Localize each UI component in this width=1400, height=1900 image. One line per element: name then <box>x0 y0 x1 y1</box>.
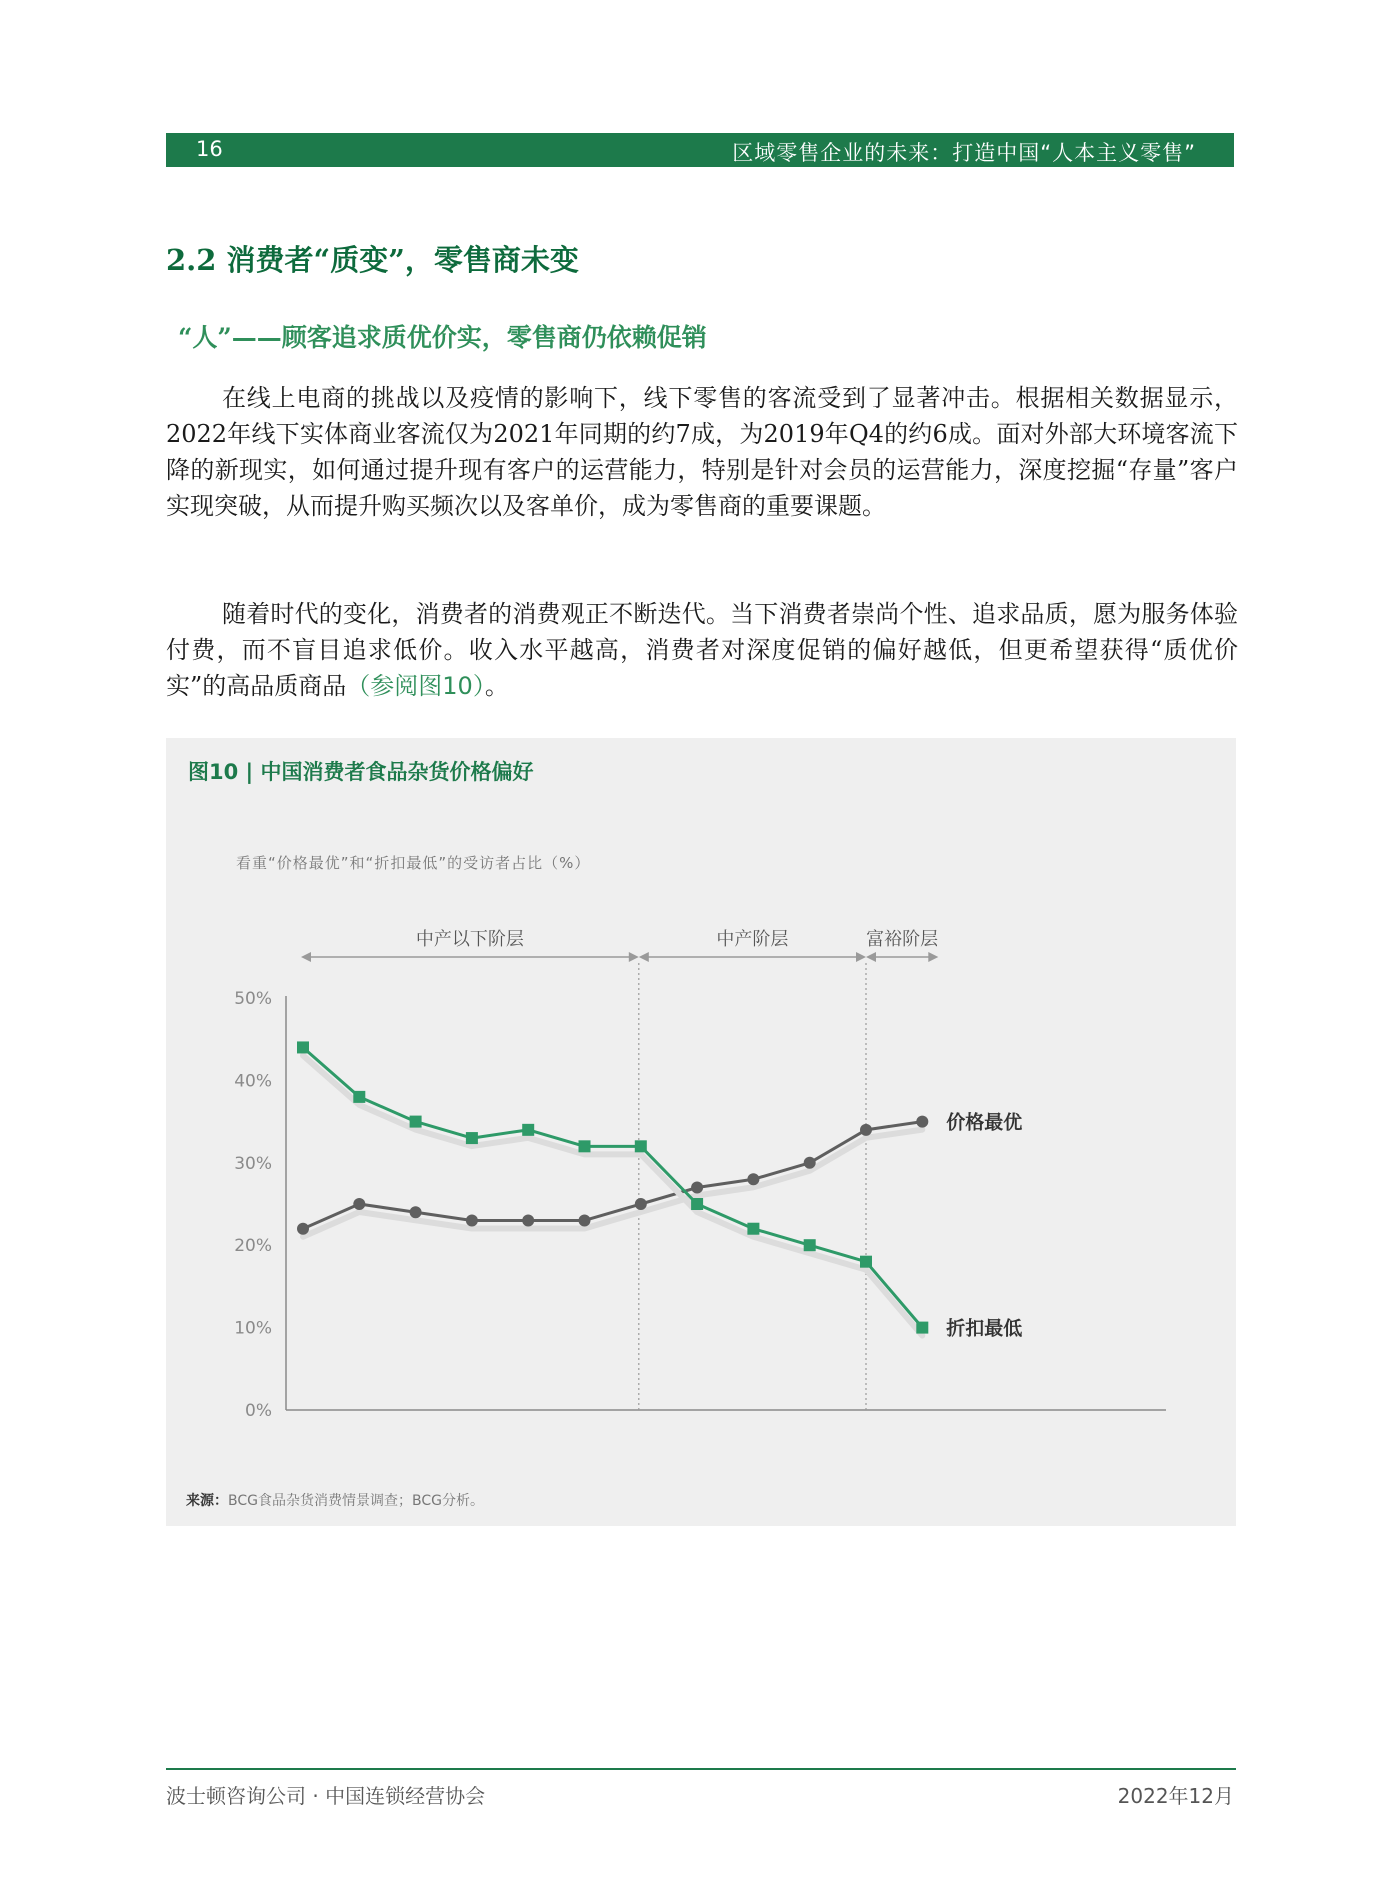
group-arrow-right <box>856 952 866 962</box>
y-tick-label: 30% <box>234 1153 272 1174</box>
data-point <box>916 1116 928 1128</box>
data-point <box>916 1322 928 1334</box>
data-point <box>297 1041 309 1053</box>
y-tick-label: 40% <box>234 1071 272 1092</box>
group-arrow-left <box>301 952 311 962</box>
data-point <box>691 1182 703 1194</box>
group-label: 中产以下阶层 <box>415 929 524 950</box>
figure-source <box>186 1490 484 1510</box>
group-label: 中产阶层 <box>716 929 789 950</box>
data-point <box>410 1206 422 1218</box>
data-point <box>804 1239 816 1251</box>
data-point <box>579 1214 591 1226</box>
data-point <box>691 1198 703 1210</box>
figure-reference-link[interactable]: （参阅图10） <box>346 672 485 700</box>
paragraph-2-text: 随着时代的变化，消费者的消费观正不断迭代。当下消费者崇尚个性、追求品质，愿为服务体验付费，而不盲目追求低价。收入水平越高，消费者对深度促销的偏好越低，但更希望获得“质优价实”的高品质商品 <box>166 600 1238 700</box>
data-point <box>860 1256 872 1268</box>
data-point <box>522 1214 534 1226</box>
line-chart <box>166 738 1236 1526</box>
data-point <box>635 1140 647 1152</box>
footer-divider <box>166 1768 1236 1770</box>
figure-subtitle: 看重“价格最优”和“折扣最低”的受访者占比（%） <box>236 854 591 872</box>
series-line <box>303 1122 922 1229</box>
series-label: 价格最优 <box>946 1111 1023 1134</box>
footer-date: 2022年12月 <box>1117 1784 1234 1808</box>
data-point <box>860 1124 872 1136</box>
section-heading: 2.2 消费者“质变”，零售商未变 <box>166 243 579 277</box>
paragraph-2-end: 。 <box>484 672 509 700</box>
series-line <box>303 1047 922 1327</box>
data-point <box>353 1198 365 1210</box>
series-label: 折扣最低 <box>946 1317 1023 1340</box>
series-shadow <box>303 1055 922 1335</box>
figure-title: 图10 | 中国消费者食品杂货价格偏好 <box>188 760 534 784</box>
group-arrow-right <box>629 952 639 962</box>
footer-publisher: 波士顿咨询公司 · 中国连锁经营协会 <box>166 1784 486 1808</box>
group-label: 富裕阶层 <box>866 929 939 950</box>
data-point <box>635 1198 647 1210</box>
data-point <box>297 1223 309 1235</box>
y-tick-label: 0% <box>245 1401 272 1421</box>
data-point <box>410 1116 422 1128</box>
page-number: 16 <box>196 137 223 161</box>
data-point <box>466 1214 478 1226</box>
group-arrow-left <box>866 952 876 962</box>
data-point <box>466 1132 478 1144</box>
group-arrow-right <box>928 952 938 962</box>
paragraph-1: 在线上电商的挑战以及疫情的影响下，线下零售的客流受到了显著冲击。根据相关数据显示，2022年线下实体商业客流仅为2021年同期的约7成，为2019年Q4的约6成。面对外部大环境客流下降的新现实，如何通过提升现有客户的运营能力，特别是针对会员的运营能力，深度挖掘“存量”客户实现突破，从而提升购买频次以及客单价，成为零售商的重要课题。 <box>166 384 1238 520</box>
data-point <box>353 1091 365 1103</box>
source-label: 来源： <box>186 1493 228 1509</box>
data-point <box>747 1173 759 1185</box>
header-title: 区域零售企业的未来：打造中国“人本主义零售” <box>732 141 1196 165</box>
data-point <box>747 1223 759 1235</box>
figure-panel <box>166 738 1236 1526</box>
paragraph-2 <box>166 596 1238 704</box>
data-point <box>579 1140 591 1152</box>
source-text: BCG食品杂货消费情景调查；BCG分析。 <box>228 1493 484 1509</box>
section-subheading: “人”——顾客追求质优价实，零售商仍依赖促销 <box>178 323 707 352</box>
y-tick-label: 20% <box>234 1236 272 1257</box>
header-bar <box>166 133 1234 167</box>
y-tick-label: 10% <box>234 1318 272 1339</box>
y-tick-label: 50% <box>234 989 272 1009</box>
group-arrow-left <box>639 952 649 962</box>
data-point <box>804 1157 816 1169</box>
data-point <box>522 1124 534 1136</box>
